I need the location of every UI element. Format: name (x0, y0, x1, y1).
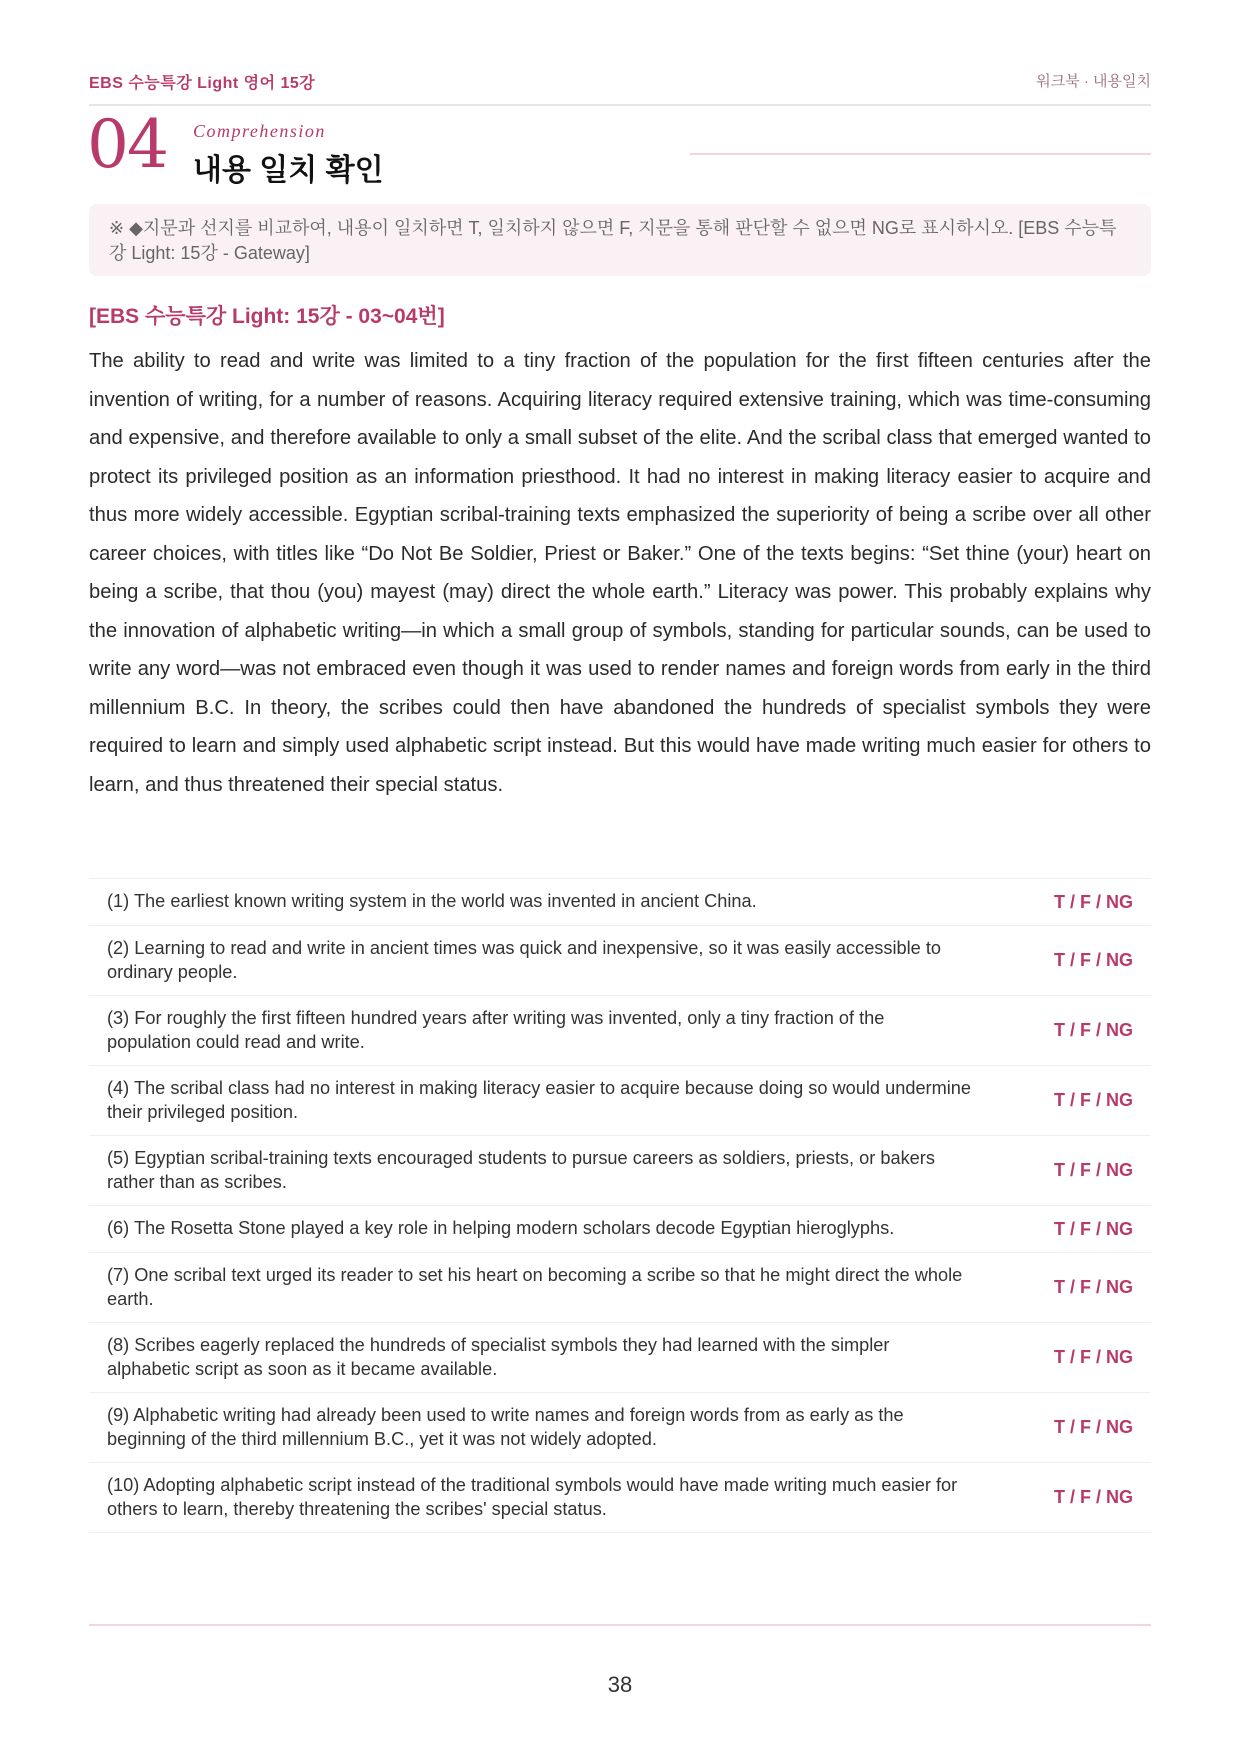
question-text: (6) The Rosetta Stone played a key role in helping modern scholars decode Egyptian hieroglyphs. (89, 1206, 1012, 1253)
question-row (89, 926, 1151, 996)
header-section-label: 워크북 · 내용일치 (1036, 73, 1151, 90)
answer-choice[interactable]: T / F / NG (1012, 926, 1151, 996)
footer-divider (89, 1624, 1151, 1626)
question-row (89, 1206, 1151, 1253)
question-text: (5) Egyptian scribal-training texts encouraged students to pursue careers as soldiers, priests, or bakers rather than as scribes. (89, 1136, 1012, 1206)
answer-choice[interactable]: T / F / NG (1012, 996, 1151, 1066)
answer-choice[interactable]: T / F / NG (1012, 1253, 1151, 1323)
question-row (89, 1136, 1151, 1206)
question-text: (3) For roughly the first fifteen hundred years after writing was invented, only a tiny fraction of the population could read and write. (89, 996, 1012, 1066)
question-text: (1) The earliest known writing system in the world was invented in ancient China. (89, 879, 1012, 926)
page-header (89, 66, 1151, 106)
instruction-box: ※ ◆지문과 선지를 비교하여, 내용이 일치하면 T, 일치하지 않으면 F, 지문을 통해 판단할 수 없으면 NG로 표시하시오. [EBS 수능특강 Light: 15강 - Gateway] (89, 204, 1151, 276)
answer-choice[interactable]: T / F / NG (1012, 1136, 1151, 1206)
answer-choice[interactable]: T / F / NG (1012, 1206, 1151, 1253)
question-text: (4) The scribal class had no interest in making literacy easier to acquire because doing so would undermine their privileged position. (89, 1066, 1012, 1136)
question-row (89, 996, 1151, 1066)
question-text: (9) Alphabetic writing had already been used to write names and foreign words from as early as the beginning of the third millennium B.C., yet it was not widely adopted. (89, 1393, 1012, 1463)
question-text: (10) Adopting alphabetic script instead of the traditional symbols would have made writing much easier for others to learn, thereby threatening the scribes' special status. (89, 1463, 1012, 1533)
answer-choice[interactable]: T / F / NG (1012, 1323, 1151, 1393)
question-text: (2) Learning to read and write in ancient times was quick and inexpensive, so it was easily accessible to ordinary people. (89, 926, 1012, 996)
question-text: (7) One scribal text urged its reader to set his heart on becoming a scribe so that he might direct the whole earth. (89, 1253, 1012, 1323)
passage-source: [EBS 수능특강 Light: 15강 - 03~04번] (89, 305, 445, 328)
question-row (89, 1066, 1151, 1136)
section-divider (690, 153, 1151, 155)
question-row (89, 1463, 1151, 1533)
answer-choice[interactable]: T / F / NG (1012, 879, 1151, 926)
section-title: 내용 일치 확인 (193, 154, 384, 187)
question-row (89, 879, 1151, 926)
question-row (89, 1253, 1151, 1323)
section-subtitle: Comprehension (193, 121, 326, 141)
question-table (89, 878, 1151, 1533)
page-number: 38 (607, 1672, 633, 1697)
answer-choice[interactable]: T / F / NG (1012, 1393, 1151, 1463)
reading-passage: The ability to read and write was limited to a tiny fraction of the population for the first fifteen centuries after the invention of writing, for a number of reasons. Acquiring literacy required extensive training, which was time-consuming and expensive, and therefore available to only a small subset of the elite. And the scribal class that emerged wanted to protect its privileged position as an information priesthood. It had no interest in making literacy easier to acquire and thus more widely accessible. Egyptian scribal-training texts emphasized the superiority of being a scribe over all other career choices, with titles like “Do Not Be Soldier, Priest or Baker.” One of the texts begins: “Set thine (your) heart on being a scribe, that thou (you) mayest (may) direct the whole earth.” Literacy was power. This probably explains why the innovation of alphabetic writing—in which a small group of symbols, standing for particular sounds, can be used to write any word—was not embraced even though it was used to render names and foreign words from early in the third millennium B.C. In theory, the scribes could then have abandoned the hundreds of specialist symbols they were required to learn and simply used alphabetic script instead. But this would have made writing much easier for others to learn, and thus threatened their special status. (89, 350, 1151, 796)
section-number: 04 (87, 106, 167, 183)
answer-choice[interactable]: T / F / NG (1012, 1463, 1151, 1533)
header-book-title: EBS 수능특강 Light 영어 15강 (89, 75, 316, 92)
question-text: (8) Scribes eagerly replaced the hundreds of specialist symbols they had learned with the simpler alphabetic script as soon as it became available. (89, 1323, 1012, 1393)
question-row (89, 1323, 1151, 1393)
answer-choice[interactable]: T / F / NG (1012, 1066, 1151, 1136)
question-row (89, 1393, 1151, 1463)
